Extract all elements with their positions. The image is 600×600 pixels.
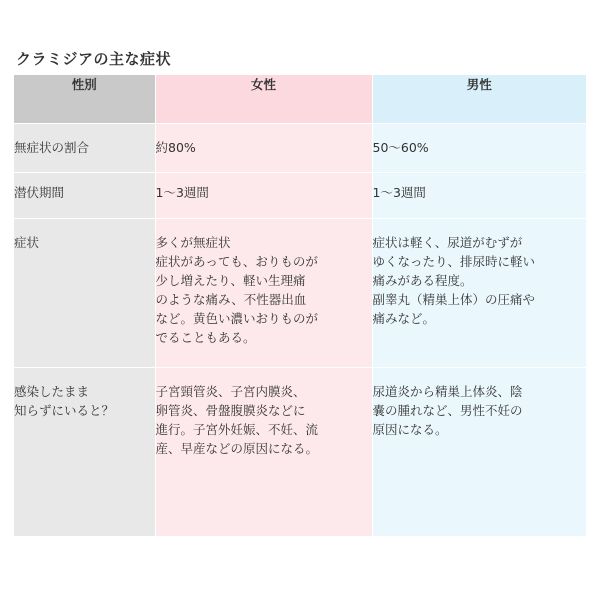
female-cell: 1〜3週間 [155, 173, 372, 219]
female-cell: 約80% [155, 124, 372, 173]
table-row [14, 124, 586, 173]
header-gender: 性別 [14, 75, 155, 124]
male-cell: 50〜60% [372, 124, 586, 173]
row-label: 無症状の割合 [14, 124, 155, 173]
male-cell: 尿道炎から精巣上体炎、陰 嚢の腫れなど、男性不妊の 原因になる。 [372, 368, 586, 537]
male-cell: 1〜3週間 [372, 173, 586, 219]
female-cell: 多くが無症状 症状があっても、おりものが 少し増えたり、軽い生理痛 のような痛み、不性器出血 など。黄色い濃いおりものが でることもある。 [155, 219, 372, 368]
header-female: 女性 [155, 75, 372, 124]
table-row [14, 368, 586, 537]
male-cell: 症状は軽く、尿道がむずが ゆくなったり、排尿時に軽い 痛みがある程度。 副睾丸（精巣上体）の圧痛や 痛みなど。 [372, 219, 586, 368]
page-title: クラミジアの主な症状 [16, 50, 172, 68]
table-row [14, 173, 586, 219]
female-cell: 子宮頸管炎、子宮内膜炎、 卵管炎、骨盤腹膜炎などに 進行。子宮外妊娠、不妊、流 産、早産などの原因になる。 [155, 368, 372, 537]
row-label: 潜伏期間 [14, 173, 155, 219]
symptoms-table [14, 75, 586, 537]
table-header-row [14, 75, 586, 124]
header-male: 男性 [372, 75, 586, 124]
row-label: 感染したまま 知らずにいると？ [14, 368, 155, 537]
table-row [14, 219, 586, 368]
row-label: 症状 [14, 219, 155, 368]
